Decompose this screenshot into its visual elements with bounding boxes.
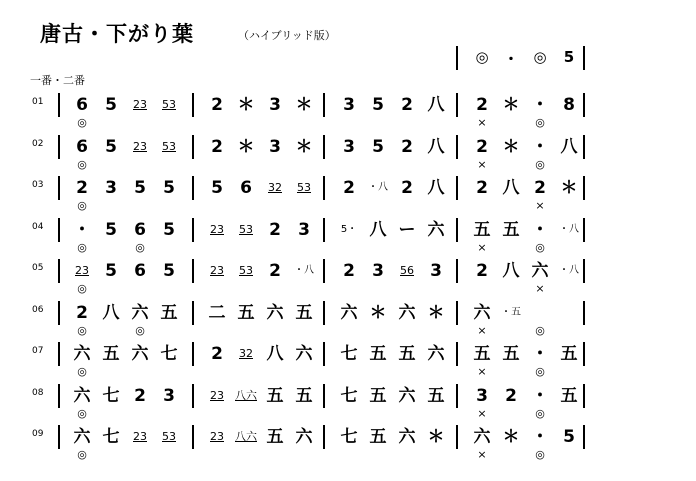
- note: 2: [505, 385, 517, 406]
- note: ＊: [237, 136, 255, 157]
- note: 五: [237, 302, 255, 323]
- note: 23: [210, 264, 224, 277]
- note: 5: [163, 219, 175, 240]
- note: 五: [295, 302, 313, 323]
- note: 六: [73, 427, 91, 447]
- note: 3: [105, 178, 117, 198]
- note: 六: [473, 427, 491, 447]
- note: 五: [102, 344, 120, 364]
- note: 3: [269, 136, 281, 157]
- note: ・八: [294, 265, 314, 276]
- note: 六: [73, 344, 91, 364]
- note: 八: [427, 178, 445, 198]
- note: 六: [340, 302, 358, 323]
- cross-mark: ×: [477, 365, 487, 378]
- note: 2: [343, 178, 355, 198]
- note: 六: [131, 344, 149, 364]
- barline: [583, 301, 585, 325]
- note: ＊: [237, 95, 255, 115]
- note: 六: [531, 261, 549, 281]
- note: 23: [210, 222, 224, 236]
- barline: [58, 93, 60, 117]
- note: 5: [372, 95, 384, 115]
- barline: [456, 342, 458, 366]
- note: 五: [266, 427, 284, 447]
- note: ・五: [501, 306, 521, 318]
- note: 六: [295, 427, 313, 447]
- note: 六: [427, 219, 445, 240]
- note: 5: [163, 261, 175, 281]
- row-number: 01: [32, 97, 44, 107]
- note: 5: [134, 178, 146, 198]
- note: ＊: [427, 302, 445, 323]
- barline: [192, 259, 194, 283]
- note: 6: [134, 261, 146, 281]
- note: 23: [133, 98, 147, 111]
- note: 53: [162, 430, 176, 443]
- note: 8: [563, 95, 575, 115]
- note: 3: [163, 385, 175, 406]
- barline: [456, 301, 458, 325]
- note: 2: [76, 302, 88, 323]
- barline: [456, 218, 458, 242]
- note: 2: [134, 385, 146, 406]
- double-circle-mark: ◎: [535, 323, 545, 337]
- note: 八: [502, 178, 520, 198]
- cross-mark: ×: [477, 157, 487, 171]
- note: 2: [76, 178, 88, 198]
- barline: [583, 384, 585, 408]
- barline: [58, 259, 60, 283]
- barline: [456, 176, 458, 200]
- double-circle-mark: ◎: [77, 323, 87, 337]
- double-circle-mark: ◎: [535, 240, 545, 254]
- header-note: ◎: [533, 48, 547, 66]
- note: 八: [266, 344, 284, 364]
- page-title: 唐古・下がり葉: [40, 22, 194, 46]
- barline: [583, 135, 585, 159]
- note: 五: [560, 385, 578, 406]
- row-number: 06: [32, 304, 44, 315]
- note: 6: [240, 178, 252, 198]
- barline: [58, 425, 60, 449]
- note: 五: [295, 385, 313, 406]
- barline: [583, 93, 585, 117]
- note: 5: [563, 427, 575, 447]
- note: 二: [208, 302, 226, 323]
- row-number: 03: [32, 180, 44, 190]
- note: 3: [298, 219, 310, 240]
- row-number: 05: [32, 263, 44, 273]
- barline: [583, 342, 585, 366]
- barline: [58, 384, 60, 408]
- note: 2: [211, 344, 223, 364]
- cross-mark: ×: [477, 240, 487, 254]
- note: 八: [369, 219, 387, 240]
- note: 2: [211, 95, 223, 115]
- note: 32: [239, 347, 253, 360]
- note: 6: [76, 136, 88, 157]
- note: 2: [476, 178, 488, 198]
- note: 五: [502, 344, 520, 364]
- cross-mark: ×: [477, 116, 487, 129]
- cross-mark: ×: [477, 448, 487, 461]
- note: ・八: [368, 182, 388, 193]
- note: 3: [343, 136, 355, 157]
- note: 六: [398, 427, 416, 447]
- note: ＊: [295, 95, 313, 115]
- note: 6: [76, 95, 88, 115]
- note: 八: [427, 95, 445, 115]
- barline: [323, 301, 325, 325]
- header-barline-end: [583, 46, 585, 70]
- note: 3: [343, 95, 355, 115]
- note: 2: [476, 95, 488, 115]
- note: 2: [401, 178, 413, 198]
- note: 23: [210, 430, 224, 443]
- note: 3: [476, 385, 488, 406]
- note: 五: [266, 385, 284, 406]
- barline: [323, 384, 325, 408]
- note: ・: [531, 427, 549, 447]
- note: ＊: [502, 136, 520, 157]
- note: 2: [269, 261, 281, 281]
- note: 23: [210, 388, 224, 402]
- barline: [456, 384, 458, 408]
- note: 五: [560, 344, 578, 364]
- note: 八: [560, 136, 578, 157]
- note: ・八: [559, 223, 579, 235]
- barline: [323, 176, 325, 200]
- note: 五: [369, 344, 387, 364]
- note: 六: [398, 385, 416, 406]
- double-circle-mark: ◎: [77, 282, 87, 295]
- note: 五: [473, 344, 491, 364]
- note: 五: [427, 385, 445, 406]
- barline: [192, 176, 194, 200]
- note: 五: [502, 219, 520, 240]
- note: 5: [105, 261, 117, 281]
- note: 53: [239, 264, 253, 277]
- note: 七: [160, 344, 178, 364]
- note: 六: [266, 302, 284, 323]
- double-circle-mark: ◎: [535, 116, 545, 129]
- note: 2: [476, 136, 488, 157]
- note: 3: [430, 261, 442, 281]
- note: 23: [75, 264, 89, 277]
- note: 53: [162, 98, 176, 111]
- barline: [192, 384, 194, 408]
- double-circle-mark: ◎: [77, 116, 87, 129]
- barline: [323, 425, 325, 449]
- note: 3: [269, 95, 281, 115]
- note: ・: [531, 219, 549, 240]
- cross-mark: ×: [477, 323, 487, 337]
- note: ・: [73, 219, 91, 240]
- barline: [583, 218, 585, 242]
- note: 六: [473, 302, 491, 323]
- note: ー: [398, 219, 416, 240]
- double-circle-mark: ◎: [535, 157, 545, 171]
- note: 53: [162, 139, 176, 153]
- note: 23: [133, 139, 147, 153]
- barline: [192, 342, 194, 366]
- note: 六: [427, 344, 445, 364]
- note: 七: [102, 427, 120, 447]
- note: 5: [105, 95, 117, 115]
- note: 八六: [235, 430, 257, 443]
- note: 23: [133, 430, 147, 443]
- note: 6: [134, 219, 146, 240]
- note: ・: [531, 344, 549, 364]
- note: 五: [369, 385, 387, 406]
- note: 2: [401, 136, 413, 157]
- note: ・八: [559, 265, 579, 276]
- note: 六: [398, 302, 416, 323]
- double-circle-mark: ◎: [77, 406, 87, 420]
- note: 五: [369, 427, 387, 447]
- double-circle-mark: ◎: [535, 448, 545, 461]
- barline: [323, 93, 325, 117]
- header-note: ・: [503, 50, 519, 68]
- note: ・: [531, 95, 549, 115]
- cross-mark: ×: [535, 282, 545, 295]
- note: 2: [343, 261, 355, 281]
- barline: [456, 93, 458, 117]
- note: 5・: [340, 223, 358, 235]
- barline: [583, 425, 585, 449]
- note: ＊: [295, 136, 313, 157]
- note: 七: [340, 385, 358, 406]
- note: 八: [102, 302, 120, 323]
- barline: [192, 301, 194, 325]
- row-number: 02: [32, 138, 44, 149]
- note: 2: [476, 261, 488, 281]
- header-note: 5: [563, 48, 575, 66]
- barline: [456, 425, 458, 449]
- note: 七: [340, 427, 358, 447]
- barline: [456, 135, 458, 159]
- note: 2: [269, 219, 281, 240]
- note: 六: [73, 385, 91, 406]
- double-circle-mark: ◎: [535, 406, 545, 420]
- note: 八: [502, 261, 520, 281]
- double-circle-mark: ◎: [135, 323, 145, 337]
- note: 五: [398, 344, 416, 364]
- note: 53: [297, 181, 311, 194]
- note: ＊: [502, 427, 520, 447]
- note: 2: [211, 136, 223, 157]
- note: 五: [473, 219, 491, 240]
- note: 32: [268, 181, 282, 194]
- note: 5: [105, 219, 117, 240]
- barline: [323, 135, 325, 159]
- note: ＊: [427, 427, 445, 447]
- header-note: ◎: [475, 48, 489, 66]
- note: 七: [340, 344, 358, 364]
- barline: [58, 176, 60, 200]
- double-circle-mark: ◎: [135, 240, 145, 254]
- note: 56: [400, 264, 414, 277]
- note: 六: [131, 302, 149, 323]
- row-number: 07: [32, 346, 44, 356]
- double-circle-mark: ◎: [77, 157, 87, 171]
- barline: [323, 342, 325, 366]
- barline: [192, 425, 194, 449]
- note: 六: [295, 344, 313, 364]
- cross-mark: ×: [535, 199, 545, 212]
- double-circle-mark: ◎: [535, 365, 545, 378]
- note: 五: [160, 302, 178, 323]
- row-number: 08: [32, 387, 44, 398]
- note: 2: [401, 95, 413, 115]
- note: 八六: [235, 388, 257, 402]
- note: 5: [163, 178, 175, 198]
- row-number: 04: [32, 221, 44, 232]
- cross-mark: ×: [477, 406, 487, 420]
- barline: [58, 135, 60, 159]
- barline: [58, 342, 60, 366]
- barline: [456, 259, 458, 283]
- note: 2: [534, 178, 546, 198]
- double-circle-mark: ◎: [77, 199, 87, 212]
- note: 5: [372, 136, 384, 157]
- note: ＊: [560, 178, 578, 198]
- double-circle-mark: ◎: [77, 240, 87, 254]
- barline: [323, 259, 325, 283]
- note: ＊: [502, 95, 520, 115]
- note: 5: [105, 136, 117, 157]
- note: ・: [531, 136, 549, 157]
- section-label: 一番・二番: [30, 74, 85, 87]
- note: 八: [427, 136, 445, 157]
- note: 5: [211, 178, 223, 198]
- double-circle-mark: ◎: [77, 365, 87, 378]
- barline: [323, 218, 325, 242]
- barline: [192, 93, 194, 117]
- header-barline: [456, 46, 458, 70]
- page-subtitle: （ハイブリッド版）: [238, 29, 336, 42]
- barline: [192, 135, 194, 159]
- barline: [583, 259, 585, 283]
- note: ＊: [369, 302, 387, 323]
- note: 3: [372, 261, 384, 281]
- barline: [58, 301, 60, 325]
- barline: [583, 176, 585, 200]
- barline: [58, 218, 60, 242]
- note: 53: [239, 222, 253, 236]
- note: 七: [102, 385, 120, 406]
- double-circle-mark: ◎: [77, 448, 87, 461]
- row-number: 09: [32, 429, 44, 439]
- barline: [192, 218, 194, 242]
- note: ・: [531, 385, 549, 406]
